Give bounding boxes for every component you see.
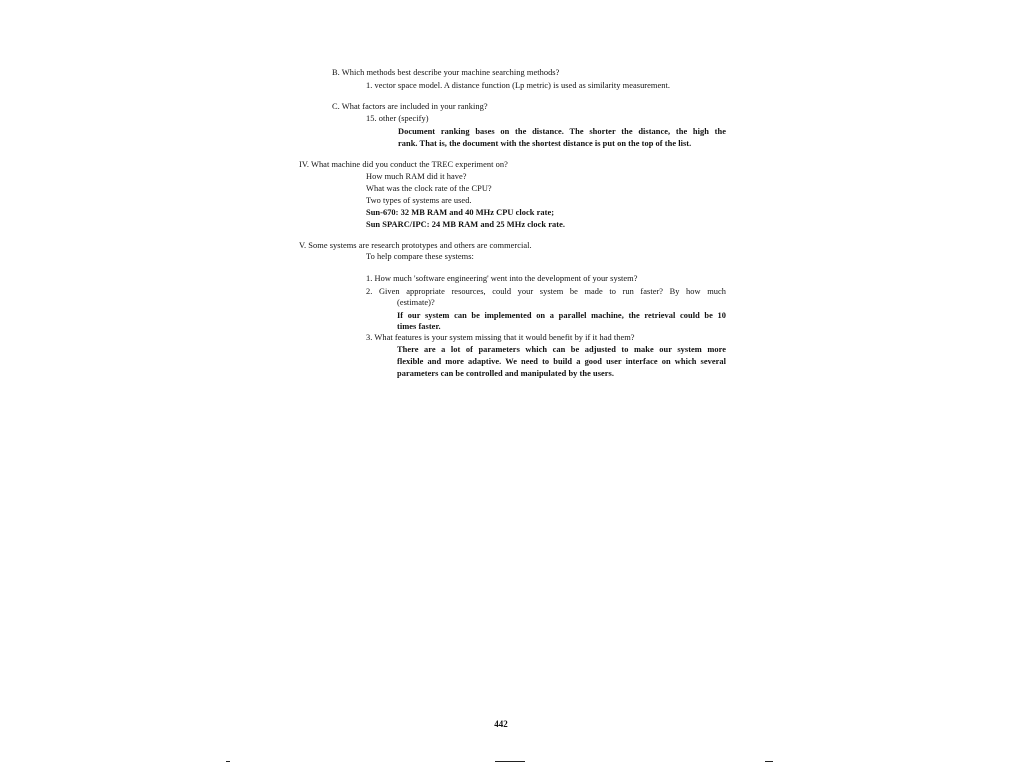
question-c-answer-line-1: Document ranking bases on the distance. The shorter the distance, the high the: [398, 127, 726, 136]
question-b: B. Which methods best describe your machine searching methods?: [332, 68, 560, 77]
section-v-answer-3-line-2: flexible and more adaptive. We need to build a good user interface on which several: [397, 357, 726, 366]
scan-edge-mark-center: [495, 761, 525, 762]
section-v-question-3: 3. What features is your system missing that it would benefit by if it had them?: [366, 333, 635, 342]
section-iv-question-ram: How much RAM did it have?: [366, 172, 467, 181]
section-v-answer-2-line-2: times faster.: [397, 322, 441, 331]
question-b-answer: 1. vector space model. A distance function (Lp metric) is used as similarity measurement.: [366, 81, 671, 90]
section-v-heading: V. Some systems are research prototypes and others are commercial.: [299, 241, 532, 250]
section-v-intro: To help compare these systems:: [366, 252, 474, 261]
section-v-answer-3-line-1: There are a lot of parameters which can be adjusted to make our system more: [397, 345, 726, 354]
section-v-answer-2-line-1: If our system can be implemented on a parallel machine, the retrieval could be 10: [397, 311, 726, 320]
section-v-question-1: 1. How much 'software engineering' went into the development of your system?: [366, 274, 638, 283]
section-iv-answer-line-1: Two types of systems are used.: [366, 196, 472, 205]
section-v-question-2-continued: (estimate)?: [397, 298, 435, 307]
question-c-option: 15. other (specify): [366, 114, 429, 123]
scan-edge-mark-right: [765, 761, 773, 762]
question-c-answer-line-2: rank. That is, the document with the shortest distance is put on the top of the list.: [398, 139, 692, 148]
section-v-answer-3-line-3: parameters can be controlled and manipulated by the users.: [397, 369, 615, 378]
scan-edge-mark-left: [226, 761, 230, 762]
question-c: C. What factors are included in your ranking?: [332, 102, 488, 111]
section-iv-answer-line-2: Sun-670: 32 MB RAM and 40 MHz CPU clock rate;: [366, 208, 555, 217]
section-v-question-2: 2. Given appropriate resources, could your system be made to run faster? By how much: [366, 287, 726, 296]
section-iv-answer-line-3: Sun SPARC/IPC: 24 MB RAM and 25 MHz clock rate.: [366, 220, 565, 229]
section-iv-question-clock: What was the clock rate of the CPU?: [366, 184, 492, 193]
section-iv-heading: IV. What machine did you conduct the TREC experiment on?: [299, 160, 508, 169]
page-number: 442: [494, 719, 508, 729]
